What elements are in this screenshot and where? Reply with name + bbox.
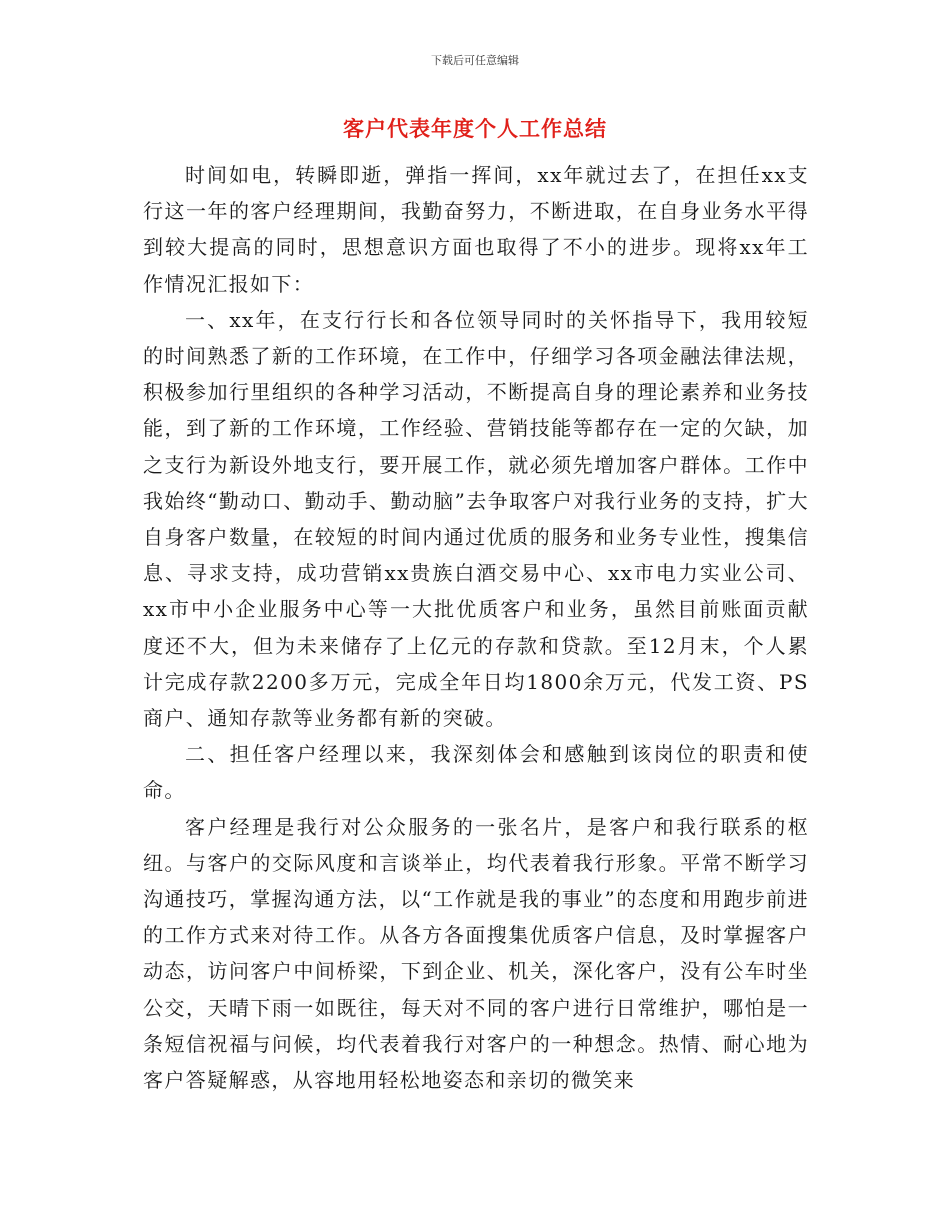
document-body	[143, 157, 809, 1098]
paragraph-customer-manager: 客户经理是我行对公众服务的一张名片，是客户和我行联系的枢纽。与客户的交际风度和言谈举止，均代表着我行形象。平常不断学习沟通技巧，掌握沟通方法，以“工作就是我的事业”的态度和用跑步前进的工作方式来对待工作。从各方各面搜集优质客户信息，及时掌握客户动态，访问客户中间桥梁，下到企业、机关，深化客户，没有公车时坐公交，天晴下雨一如既往，每天对不同的客户进行日常维护，哪怕是一条短信祝福与问候，均代表着我行对客户的一种想念。热情、耐心地为客户答疑解惑，从容地用轻松地姿态和亲切的微笑来	[143, 814, 809, 1093]
header-note: 下载后可任意编辑	[431, 54, 519, 67]
paragraph-section-two: 二、担任客户经理以来，我深刻体会和感触到该岗位的职责和使命。	[143, 742, 809, 803]
document-title: 客户代表年度个人工作总结	[343, 116, 607, 141]
paragraph-intro: 时间如电，转瞬即逝，弹指一挥间，xx年就过去了，在担任xx支行这一年的客户经理期间，我勤奋努力，不断进取，在自身业务水平得到较大提高的同时，思想意识方面也取得了不小的进步。现将xx年工作情况汇报如下：	[143, 163, 809, 296]
paragraph-section-one: 一、xx年，在支行行长和各位领导同时的关怀指导下，我用较短的时间熟悉了新的工作环境，在工作中，仔细学习各项金融法律法规，积极参加行里组织的各种学习活动，不断提高自身的理论素养和业务技能，到了新的工作环境，工作经验、营销技能等都存在一定的欠缺，加之支行为新设外地支行，要开展工作，就必须先增加客户群体。工作中我始终“勤动口、勤动手、勤动脑”去争取客户对我行业务的支持，扩大自身客户数量，在较短的时间内通过优质的服务和业务专业性，搜集信息、寻求支持，成功营销xx贵族白酒交易中心、xx市电力实业公司、xx市中小企业服务中心等一大批优质客户和业务，虽然目前账面贡献度还不大，但为未来储存了上亿元的存款和贷款。至12月末，个人累计完成存款2200多万元，完成全年日均1800余万元，代发工资、PS商户、通知存款等业务都有新的突破。	[143, 307, 809, 731]
